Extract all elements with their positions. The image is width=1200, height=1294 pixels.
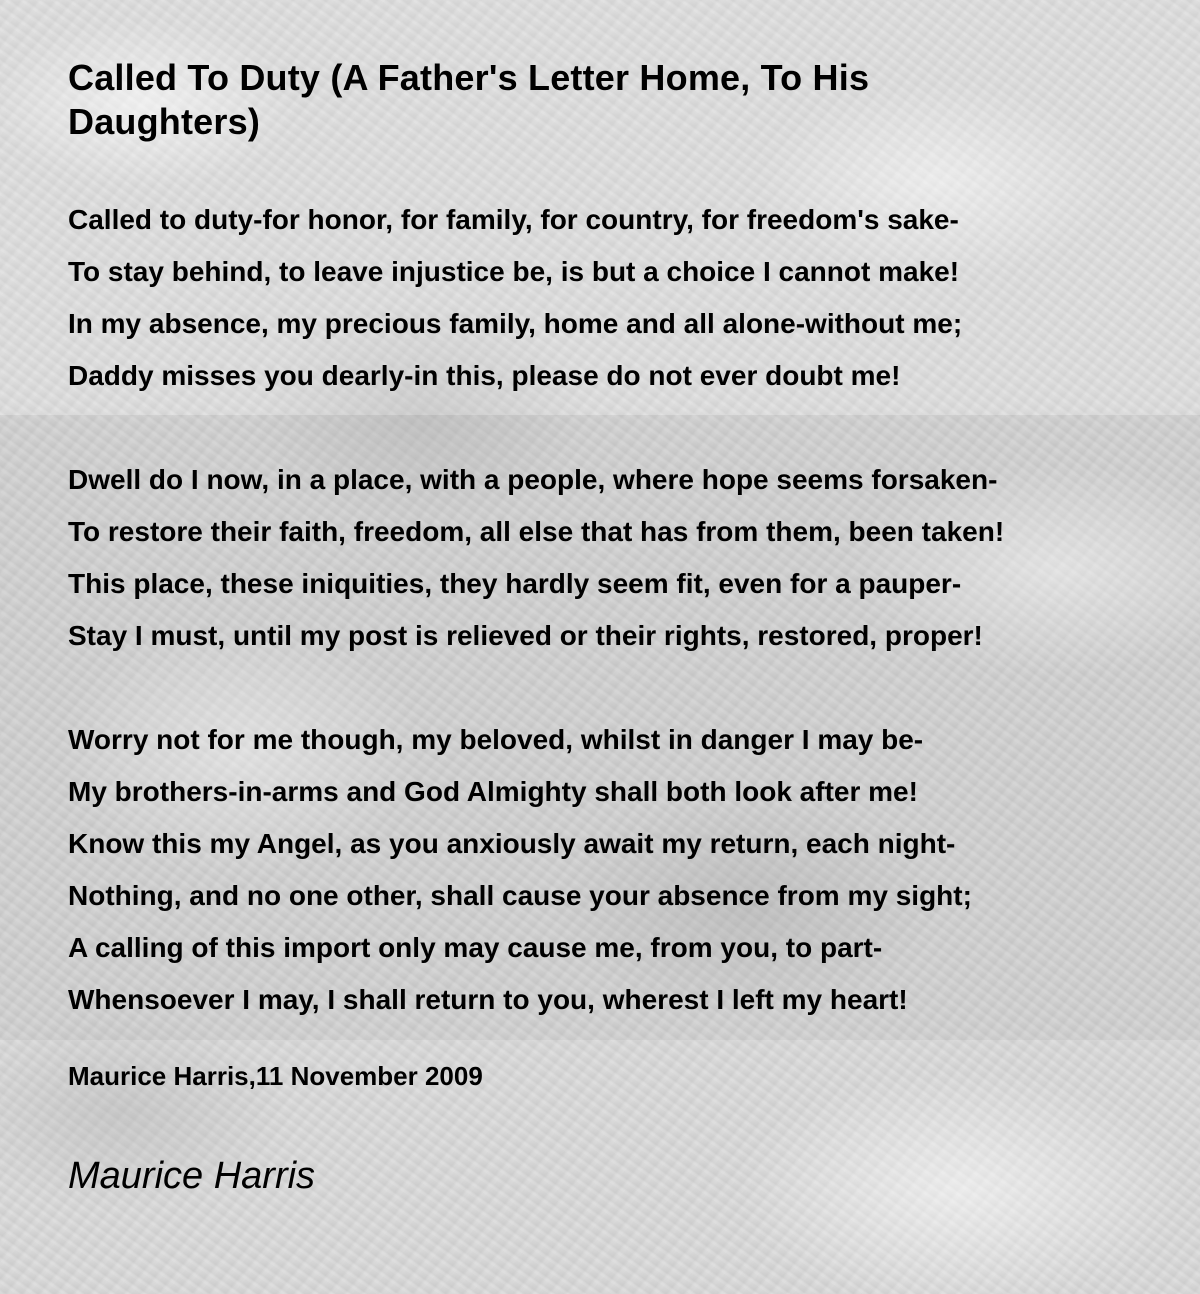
poem-line: This place, these iniquities, they hardly seem fit, even for a pauper- [68, 568, 962, 599]
poem-line: A calling of this import only may cause me, from you, to part- [68, 932, 883, 963]
stanza-2 [68, 454, 1178, 662]
stanza-3 [68, 714, 1178, 1026]
poem-line: Daddy misses you dearly-in this, please do not ever doubt me! [68, 360, 901, 391]
poem-line: To stay behind, to leave injustice be, is but a choice I cannot make! [68, 256, 960, 287]
poem-title: Called To Duty (A Father's Letter Home, To His Daughters) [68, 57, 870, 142]
poem-byline: Maurice Harris,11 November 2009 [68, 1061, 483, 1091]
author-name: Maurice Harris [68, 1155, 316, 1197]
poem-line: Dwell do I now, in a place, with a people, where hope seems forsaken- [68, 464, 998, 495]
poem-line: In my absence, my precious family, home and all alone-without me; [68, 308, 963, 339]
poem-line: Stay I must, until my post is relieved or their rights, restored, proper! [68, 620, 983, 651]
poem-line: Whensoever I may, I shall return to you, wherest I left my heart! [68, 984, 908, 1015]
poem-line: Worry not for me though, my beloved, whilst in danger I may be- [68, 724, 924, 755]
poem-line: Know this my Angel, as you anxiously await my return, each night- [68, 828, 956, 859]
poem-page [68, 56, 1178, 1198]
poem-line: My brothers-in-arms and God Almighty shall both look after me! [68, 776, 918, 807]
poem-line: Called to duty-for honor, for family, for country, for freedom's sake- [68, 204, 959, 235]
poem-body [68, 194, 1178, 1026]
stanza-1 [68, 194, 1178, 402]
poem-line: Nothing, and no one other, shall cause your absence from my sight; [68, 880, 972, 911]
poem-line: To restore their faith, freedom, all else that has from them, been taken! [68, 516, 1005, 547]
